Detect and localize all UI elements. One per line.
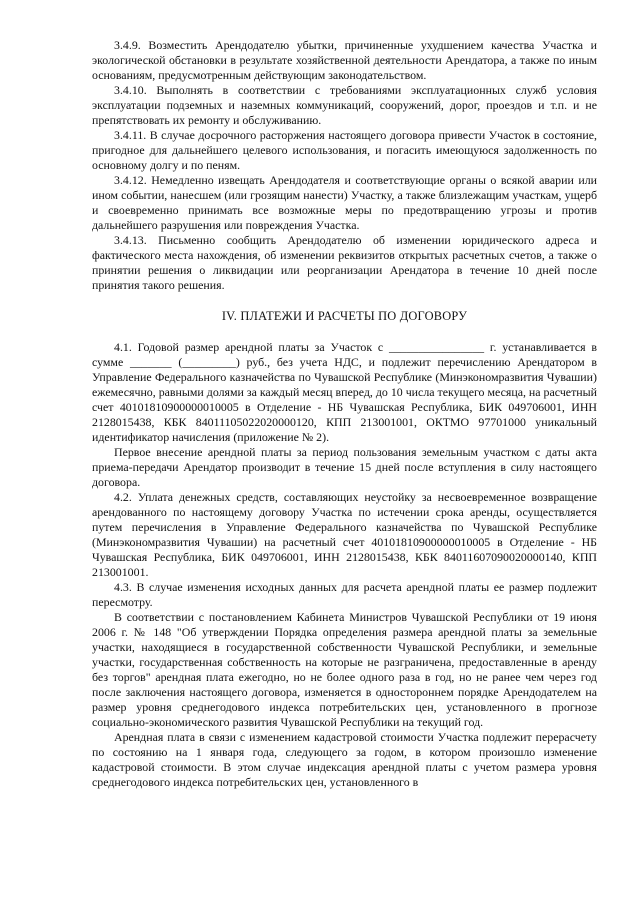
- clause-indexation: В соответствии с постановлением Кабинета Министров Чувашской Республики от 19 июня 2006 г. № 148 "Об утверждении Порядка определения размера арендной платы за земельные участки, находящиеся в государственной собственности Чувашской Республики, и земельные участки, государственная собственность на которые не разграничена, предоставленные в аренду без торгов" арендная плата ежегодно, но не более одного раза в год, но не ранее чем через год после заключения настоящего договора, изменяется в одностороннем порядке Арендодателем на размер уровня среднегодового индекса потребительских цен, установленного в прогнозе социально-экономического развития Чувашской Республики на текущий год.: [92, 610, 597, 729]
- heading-spacer: [92, 324, 597, 340]
- clause-3-4-12: 3.4.12. Немедленно извещать Арендодателя и соответствующие органы о всякой аварии или ином событии, нанесшем (или грозящим нанести) Участку, а также близлежащим участкам, ущерб и своевременно принимать все возможные меры по предотвращению угрозы и против дальнейшего разрушения или повреждения Участка.: [92, 173, 597, 232]
- clause-3-4-9: 3.4.9. Возместить Арендодателю убытки, причиненные ухудшением качества Участка и экологической обстановки в результате хозяйственной деятельности Арендатора, а также по иным основаниям, предусмотренным действующим законодательством.: [92, 38, 597, 82]
- clause-4-3: 4.3. В случае изменения исходных данных для расчета арендной платы ее размер подлежит пересмотру.: [92, 580, 597, 609]
- clause-first-payment: Первое внесение арендной платы за период пользования земельным участком с даты акта приема-передачи Арендатор производит в течение 15 дней после вступления в силу настоящего договора.: [92, 445, 597, 489]
- clause-3-4-11: 3.4.11. В случае досрочного расторжения настоящего договора привести Участок в состояние, пригодное для дальнейшего целевого использования, и погасить имеющуюся задолженность по основному долгу и по пеням.: [92, 128, 597, 172]
- section-heading: IV. ПЛАТЕЖИ И РАСЧЕТЫ ПО ДОГОВОРУ: [221, 309, 468, 323]
- obligations-block: [92, 38, 597, 293]
- clause-3-4-10: 3.4.10. Выполнять в соответствии с требованиями эксплуатационных служб условия эксплуатации подземных и наземных коммуникаций, сооружений, дорог, проездов и т.п. и не препятствовать их ремонту и обслуживанию.: [92, 83, 597, 127]
- payments-section: [92, 309, 597, 790]
- clause-cadastral: Арендная плата в связи с изменением кадастровой стоимости Участка подлежит перерасчету по состоянию на 1 января года, следующего за годом, в котором произошло изменение кадастровой стоимости. В этом случае индексация арендной платы с учетом размера уровня среднегодового индекса потребительских цен, установленного в: [92, 730, 597, 789]
- clause-4-1: 4.1. Годовой размер арендной платы за Участок с ________________ г. устанавливается в сумме _______ (_________) руб., без учета НДС, и подлежит перечислению Арендатором в Управление Федерального казначейства по Чувашской Республике (Минэкономразвития Чувашии) ежемесячно, равными долями за каждый месяц вперед, до 10 числа текущего месяца, на расчетный счет 40101810900000010005 в Отделение - НБ Чувашская Республика, БИК 049706001, ИНН 2128015438, КБК 84011105022020000120, КПП 213001001, ОКТМО 97701000 уникальный идентификатор начисления (приложение № 2).: [92, 340, 597, 444]
- clause-3-4-13: 3.4.13. Письменно сообщить Арендодателю об изменении юридического адреса и фактического места нахождения, об изменении реквизитов открытых расчетных счетов, а также о принятии решения о ликвидации или реорганизации Арендатора в течение 10 дней после принятия такого решения.: [92, 233, 597, 292]
- clause-4-2: 4.2. Уплата денежных средств, составляющих неустойку за несвоевременное возвращение арендованного по настоящему договору Участка по истечении срока аренды, осуществляется путем перечисления в Управление Федерального казначейства по Чувашской Республике (Минэкономразвития Чувашии) на расчетный счет 40101810900000010005 в Отделение - НБ Чувашская Республика, БИК 049706001, ИНН 2128015438, КБК 84011607090020000140, КПП 213001001.: [92, 490, 597, 579]
